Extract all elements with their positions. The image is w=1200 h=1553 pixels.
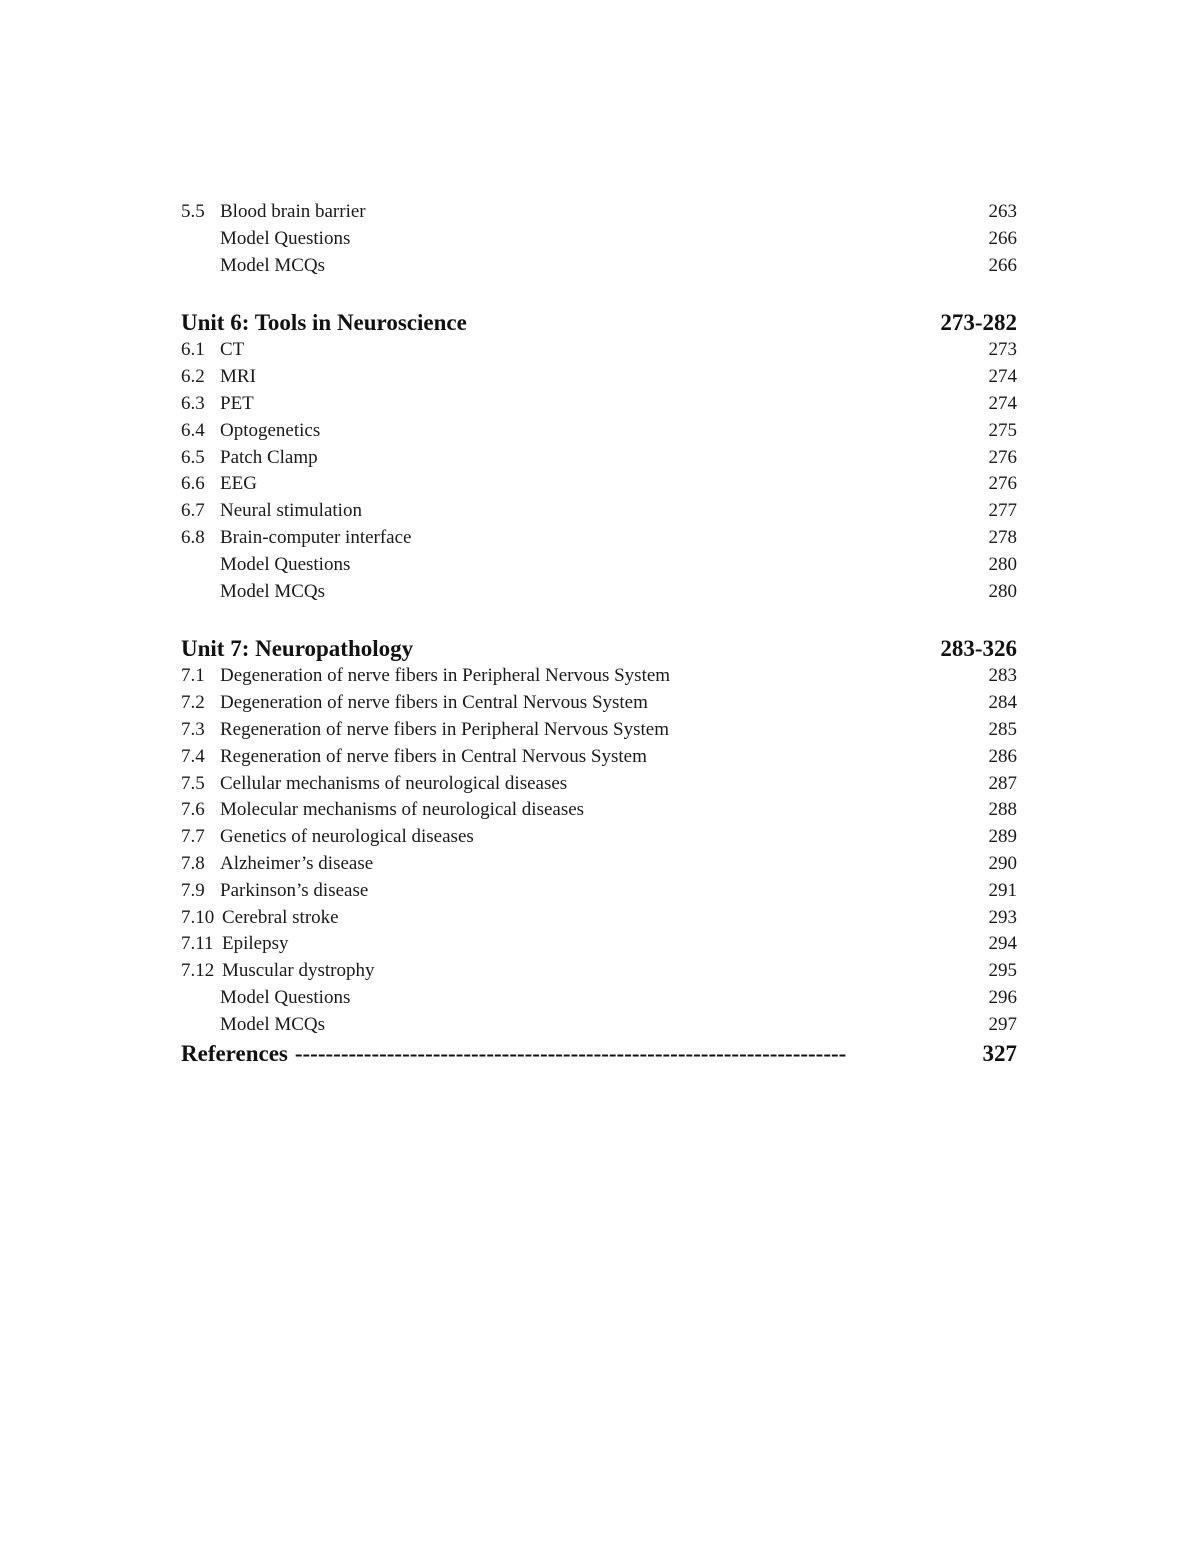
entry-number: 7.11 — [181, 933, 214, 955]
toc-entry — [181, 797, 1017, 824]
entry-number: 7.2 — [181, 692, 205, 714]
toc-entry — [181, 958, 1017, 985]
entry-title: Muscular dystrophy — [222, 960, 375, 982]
references-label: References — [181, 1040, 288, 1066]
entry-page: 273 — [988, 339, 1017, 361]
entry-page: 283 — [988, 665, 1017, 687]
entry-title: Regeneration of nerve fibers in Central Nervous System — [220, 745, 647, 767]
entry-title: Neural stimulation — [220, 500, 362, 522]
entry-title: Parkinson’s disease — [220, 879, 369, 901]
toc-entry — [181, 931, 1017, 958]
entry-page: 276 — [988, 446, 1017, 468]
entry-page: 296 — [988, 986, 1017, 1008]
toc-entry — [181, 690, 1017, 717]
entry-page: 288 — [988, 799, 1017, 821]
entry-page: 293 — [988, 906, 1017, 928]
entry-number: 7.6 — [181, 799, 205, 821]
entry-title: MRI — [220, 366, 256, 388]
entry-page: 277 — [988, 500, 1017, 522]
entry-title: Regeneration of nerve fibers in Peripheral Nervous System — [220, 718, 670, 740]
entry-title: Molecular mechanisms of neurological diseases — [220, 799, 585, 821]
entry-title: Brain-computer interface — [220, 526, 412, 548]
toc-entry — [181, 337, 1017, 364]
unit-title: Unit 7: Neuropathology — [181, 636, 414, 662]
entry-title: Blood brain barrier — [220, 201, 366, 222]
entry-number: 6.6 — [181, 473, 205, 495]
toc-entry — [181, 471, 1017, 498]
entry-title: Patch Clamp — [220, 446, 318, 468]
entry-number: 6.3 — [181, 392, 205, 414]
entry-page: 276 — [988, 473, 1017, 495]
entry-title: Model Questions — [220, 227, 351, 249]
entry-number: 6.7 — [181, 500, 205, 522]
entry-title: Cerebral stroke — [222, 906, 339, 928]
toc-entry — [181, 824, 1017, 851]
toc-entry — [181, 985, 1017, 1012]
toc-entry — [181, 226, 1017, 253]
entry-number: 7.8 — [181, 852, 205, 874]
entry-number: 6.1 — [181, 339, 205, 361]
unit-heading — [181, 634, 1017, 663]
entry-page: 275 — [988, 419, 1017, 441]
entry-title: Cellular mechanisms of neurological diseases — [220, 772, 568, 794]
toc-entry — [181, 253, 1017, 280]
toc-entry — [181, 663, 1017, 690]
entry-title: Model MCQs — [220, 1013, 326, 1035]
entry-page: 285 — [988, 718, 1017, 740]
table-of-contents — [181, 199, 1017, 1068]
entry-title: CT — [220, 339, 245, 361]
entry-page: 294 — [988, 933, 1017, 955]
entry-number: 7.3 — [181, 718, 205, 740]
entry-title: Model Questions — [220, 986, 351, 1008]
entry-page: 286 — [988, 745, 1017, 767]
toc-entry — [181, 418, 1017, 445]
toc-entry — [181, 717, 1017, 744]
entry-number: 6.4 — [181, 419, 205, 441]
references-page: 327 — [982, 1040, 1017, 1066]
entry-page: 274 — [988, 392, 1017, 414]
entry-title: Model MCQs — [220, 580, 326, 602]
section-5-tail — [181, 199, 1017, 279]
entry-number: 7.4 — [181, 745, 205, 767]
unit-title: Unit 6: Tools in Neuroscience — [181, 310, 467, 336]
entry-page: 291 — [988, 879, 1017, 901]
toc-entry — [181, 851, 1017, 878]
entry-page: 290 — [988, 852, 1017, 874]
toc-entry — [181, 744, 1017, 771]
entry-page: 284 — [988, 692, 1017, 714]
entry-title: Optogenetics — [220, 419, 321, 441]
entry-title: Model Questions — [220, 553, 351, 575]
entry-number: 7.9 — [181, 879, 205, 901]
entry-title: Degeneration of nerve fibers in Central Nervous System — [220, 692, 648, 714]
entry-title: Model MCQs — [220, 254, 326, 276]
toc-entry — [181, 498, 1017, 525]
entry-number: 7.7 — [181, 826, 205, 848]
toc-entry — [181, 445, 1017, 472]
entry-number: 5.5 — [181, 201, 205, 222]
entry-page: 287 — [988, 772, 1017, 794]
entry-page: 278 — [988, 526, 1017, 548]
toc-entry — [181, 199, 1017, 226]
entry-page: 289 — [988, 826, 1017, 848]
entry-page: 295 — [988, 960, 1017, 982]
entry-number: 6.5 — [181, 446, 205, 468]
toc-entry — [181, 878, 1017, 905]
entry-page: 274 — [988, 366, 1017, 388]
entry-number: 7.10 — [181, 906, 215, 928]
entry-number: 7.1 — [181, 665, 205, 687]
references-entry — [181, 1039, 1017, 1068]
entry-title: PET — [220, 392, 254, 414]
entry-page: 297 — [988, 1013, 1017, 1035]
entry-number: 6.2 — [181, 366, 205, 388]
references-leader: ------------------------------------------------------------------------ — [294, 1040, 847, 1066]
entry-number: 7.5 — [181, 772, 205, 794]
entry-page: 263 — [988, 201, 1017, 222]
toc-entry — [181, 391, 1017, 418]
entry-number: 7.12 — [181, 960, 215, 982]
unit-6 — [181, 308, 1017, 605]
unit-page-range: 283-326 — [940, 636, 1017, 662]
entry-title: EEG — [220, 473, 257, 495]
unit-page-range: 273-282 — [940, 310, 1017, 336]
toc-entry — [181, 552, 1017, 579]
entry-number: 6.8 — [181, 526, 205, 548]
toc-entry — [181, 364, 1017, 391]
entry-title: Genetics of neurological diseases — [220, 826, 474, 848]
entry-page: 280 — [988, 553, 1017, 575]
entry-page: 266 — [988, 254, 1017, 276]
entry-page: 266 — [988, 227, 1017, 249]
entry-page: 280 — [988, 580, 1017, 602]
toc-entry — [181, 525, 1017, 552]
toc-entry — [181, 905, 1017, 932]
toc-entry — [181, 771, 1017, 798]
entry-title: Epilepsy — [222, 933, 289, 955]
entry-title: Degeneration of nerve fibers in Peripheral Nervous System — [220, 665, 671, 687]
toc-entry — [181, 579, 1017, 606]
entry-title: Alzheimer’s disease — [220, 852, 374, 874]
unit-heading — [181, 308, 1017, 337]
toc-entry — [181, 1012, 1017, 1039]
unit-7 — [181, 634, 1017, 1038]
